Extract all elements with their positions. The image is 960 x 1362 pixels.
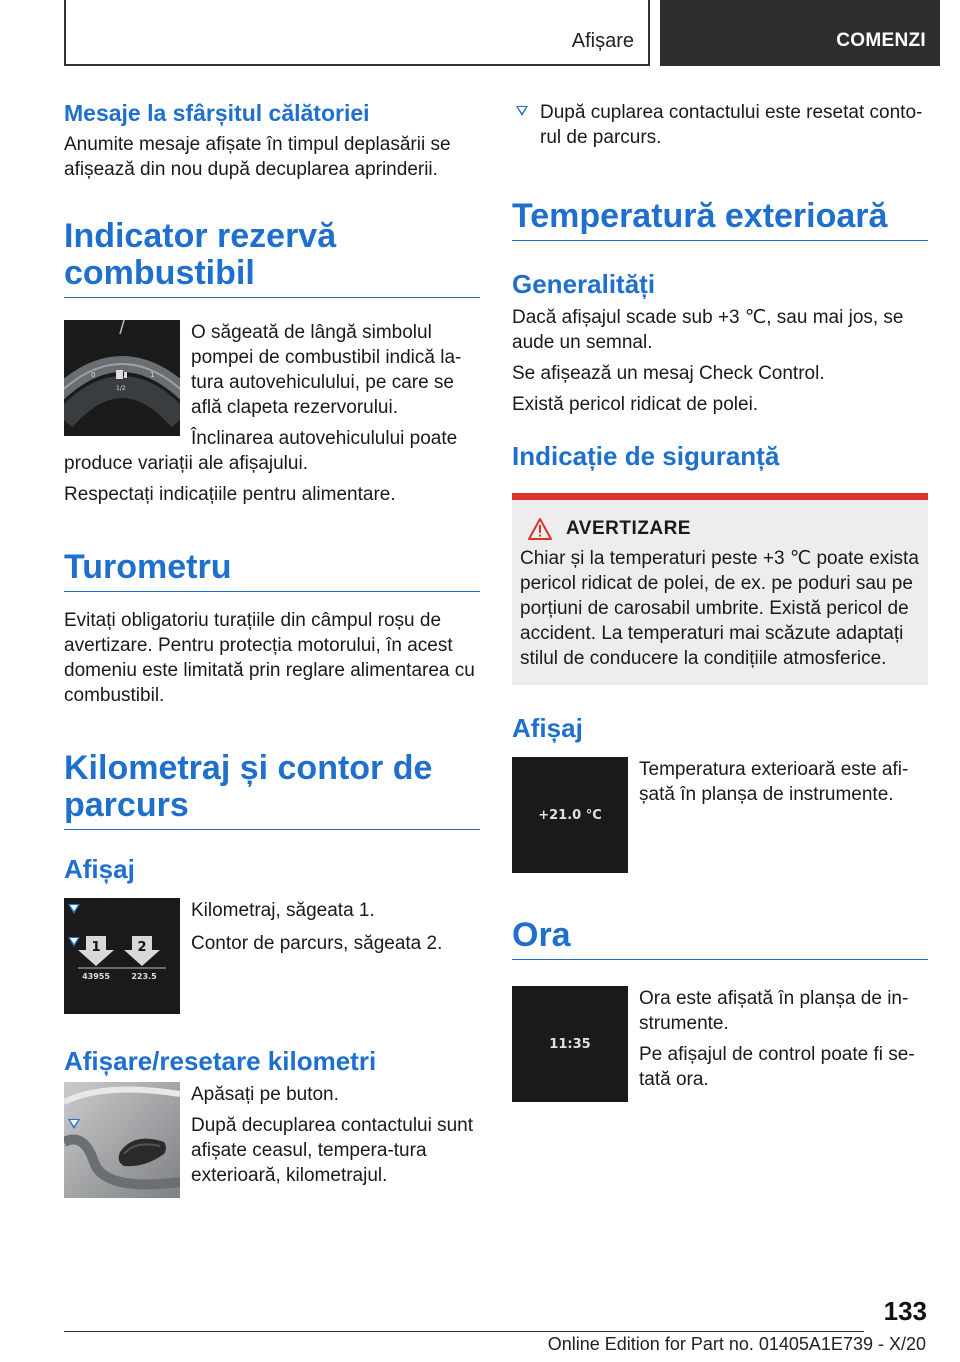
general-heading: Generalități — [512, 269, 656, 299]
trip-reset-list — [512, 100, 928, 150]
temperature-display-value: +21.0 °C — [538, 807, 602, 823]
fuel-gauge-half-label: 1/2 — [116, 385, 126, 392]
clock-heading: Ora — [512, 917, 928, 960]
reset-km-heading: Afișare/resetare kilometri — [64, 1046, 377, 1076]
fuel-gauge-image — [64, 320, 180, 436]
right-column — [512, 100, 928, 1108]
fuel-gauge-icon — [64, 320, 180, 436]
trip-meter-value: 223.5 — [131, 972, 157, 981]
fuel-reserve-heading: Indicator rezervă combustibil — [64, 218, 480, 298]
fuel-reserve-text-1: O săgeată de lângă simbolul pompei de combustibil indică la-tura autovehiculului, pe care se află clapeta rezervorului. — [191, 322, 462, 418]
bullet-triangle-icon — [68, 1119, 80, 1129]
header-chapter-label: COMENZI — [836, 30, 926, 51]
clock-text-1: Ora este afișată în planșa de in-strumente. — [639, 988, 909, 1034]
left-column — [64, 100, 480, 1204]
general-text-1: Dacă afișajul scade sub +3 ℃, sau mai jos, se aude un semnal. — [512, 307, 904, 353]
footer-edition: Online Edition for Part no. 01405A1E739 - X/20 — [547, 1334, 926, 1354]
header-chapter-tab — [660, 0, 940, 66]
header-section-tab — [64, 0, 650, 66]
list-item: După decuplarea contactului sunt afișate ceasul, tempera-tura exterioară, kilometrajul. — [64, 1113, 480, 1188]
list-item: Contor de parcurs, săgeata 2. — [64, 931, 480, 956]
footer-divider — [64, 1331, 864, 1332]
safety-note-heading: Indicație de siguranță — [512, 441, 780, 471]
tachometer-text: Evitați obligatoriu turațiile din câmpul roșu de avertizare. Pentru protecția motorului, în acest domeniu este limitată prin reglare alimentarea cu combustibil. — [64, 610, 475, 706]
odometer-arrow-2-label: 2 — [137, 940, 147, 955]
fuel-reserve-text-2: Înclinarea autovehiculului poate produce variații ale afișajului. — [64, 428, 458, 474]
temperature-display-heading: Afișaj — [512, 713, 583, 743]
general-text-3: Există pericol ridicat de polei. — [512, 394, 759, 415]
outside-temperature-heading: Temperatură exterioară — [512, 198, 928, 241]
reset-km-text: Apăsați pe buton. — [191, 1084, 339, 1105]
fuel-gauge-zero-label: 0 — [91, 371, 96, 379]
fuel-gauge-one-label: 1 — [150, 371, 155, 379]
bullet-triangle-icon — [68, 904, 80, 914]
end-of-trip-messages-text: Anumite mesaje afișate în timpul deplasării se afișează din nou după decuplarea aprinderii. — [64, 134, 451, 180]
warning-triangle-icon — [528, 518, 552, 540]
tachometer-heading: Turometru — [64, 549, 480, 592]
temperature-display-text: Temperatura exterioară este afi-șată în planșa de instrumente. — [639, 759, 909, 805]
warning-title: AVERTIZARE — [566, 518, 691, 539]
bullet-triangle-icon — [516, 106, 528, 116]
end-of-trip-messages-heading: Mesaje la sfârșitul călătoriei — [64, 100, 370, 126]
list-item: Kilometraj, săgeata 1. — [64, 898, 480, 923]
odometer-display-heading: Afișaj — [64, 854, 135, 884]
clock-text-2: Pe afișajul de control poate fi se-tată ora. — [639, 1044, 915, 1090]
temperature-display-image — [512, 757, 628, 873]
list-item: După cuplarea contactului este resetat conto-rul de parcurs. — [512, 100, 928, 150]
clock-display-value: 11:35 — [549, 1036, 591, 1052]
odometer-arrow-1-label: 1 — [91, 940, 101, 955]
bullet-triangle-icon — [68, 937, 80, 947]
odometer-value: 43955 — [82, 972, 110, 981]
header-section-label: Afișare — [571, 30, 634, 52]
reset-km-list — [64, 1113, 480, 1188]
warning-text: Chiar și la temperaturi peste +3 ℃ poate exista pericol ridicat de polei, de ex. pe poduri sau pe porțiuni de carosabil umbrite. Există pericol de accident. La temperaturi mai scăzute adaptați stilul de conducere la condițiile atmosferice. — [520, 548, 919, 669]
clock-display-image — [512, 986, 628, 1102]
warning-box — [512, 493, 928, 685]
odometer-heading: Kilometraj și contor de parcurs — [64, 750, 480, 830]
fuel-reserve-text-3: Respectați indicațiile pentru alimentare. — [64, 484, 396, 505]
general-text-2: Se afișează un mesaj Check Control. — [512, 363, 825, 384]
page-number: 133 — [883, 1296, 927, 1326]
